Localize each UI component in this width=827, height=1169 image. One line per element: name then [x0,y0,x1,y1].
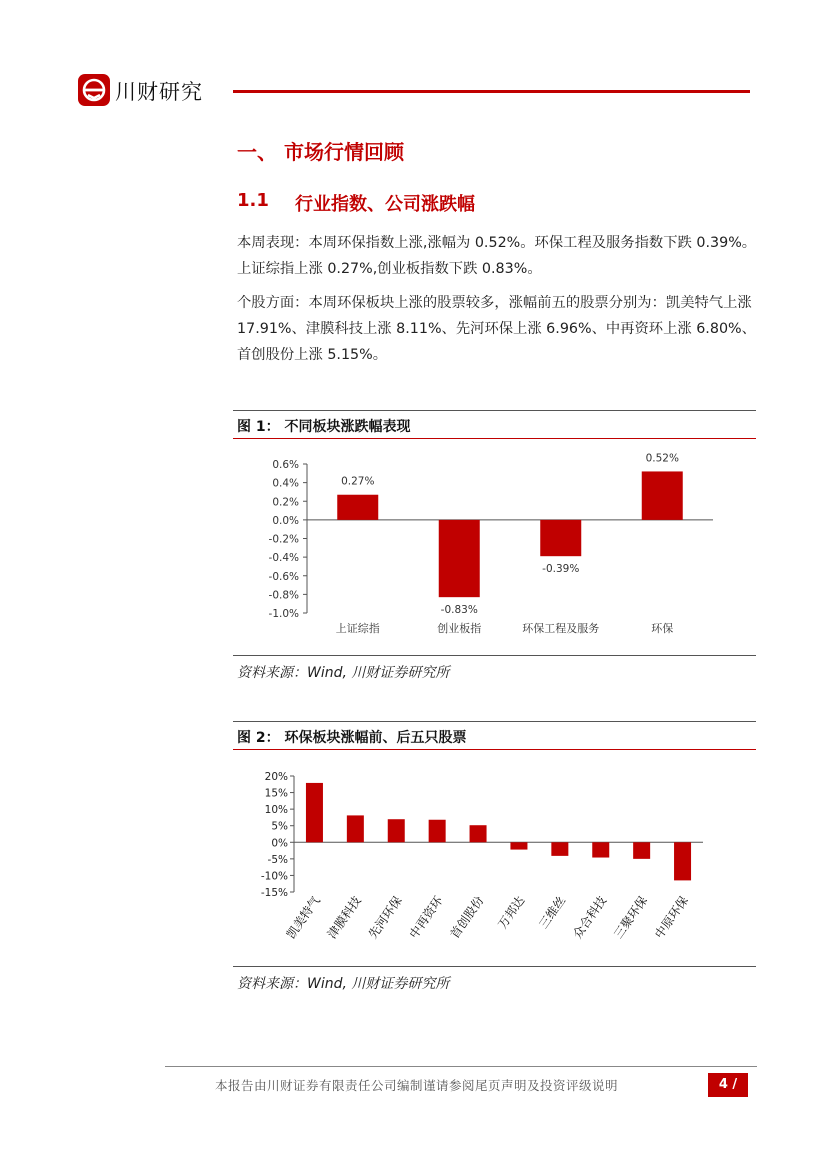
bar-3 [540,520,581,556]
bar-7 [551,842,568,856]
page-number-badge: 4 / 10 [708,1073,748,1097]
subsection-title: 行业指数、公司涨跌幅 [295,194,475,215]
y-tick-label: -10% [260,870,288,883]
bar-2 [439,520,480,597]
figure2-bottom-rule [233,966,756,967]
bar-4 [642,471,683,519]
figure1-title: 图 1： 不同板块涨跌幅表现 [237,419,411,435]
figure2-title: 图 2： 环保板块涨幅前、后五只股票 [237,730,467,746]
bar-9 [633,842,650,859]
figure2-title-rule [233,749,756,750]
bar-8 [592,842,609,857]
paragraph-weekly-performance: 本周表现：本周环保指数上涨,涨幅为 0.52%。环保工程及服务指数下跌 0.39%。上证综指上涨 0.27%,创业板指数下跌 0.83%。 [237,235,757,277]
bar-4 [429,820,446,843]
x-category-label: 上证综指 [335,622,380,635]
bar-6 [510,842,527,849]
footer-disclaimer: 本报告由川财证券有限责任公司编制谨请参阅尾页声明及投资评级说明 [215,1078,619,1093]
y-tick-label: 5% [271,820,288,833]
figure1-top-rule [233,410,756,411]
data-label: -0.39% [542,563,580,576]
figure1-source: 资料来源：Wind, 川财证券研究所 [237,665,450,681]
y-tick-label: 0.2% [272,496,299,509]
y-tick-label: 0.6% [272,459,299,471]
x-category-label: 先河环保 [365,893,405,942]
x-category-label: 三维丝 [536,893,569,932]
data-label: -0.83% [440,604,478,617]
x-category-label: 创业板指 [437,622,482,635]
paragraph-stocks: 个股方面：本周环保板块上涨的股票较多，涨幅前五的股票分别为：凯美特气上涨 17.91%、津膜科技上涨 8.11%、先河环保上涨 6.96%、中再资环上涨 6.80%、首创股份上涨 5.15%。 [237,295,756,363]
y-tick-label: -0.6% [268,570,299,583]
y-tick-label: 0% [271,837,288,850]
section-title: 一、 市场行情回顾 [237,140,404,164]
figure2-top-rule [233,721,756,722]
y-tick-label: 10% [264,804,288,817]
y-tick-label: -5% [267,853,288,866]
y-tick-label: 20% [264,771,288,783]
x-category-label: 众合科技 [570,893,610,942]
brand-name: 川财研究 [115,80,203,104]
figure2-source: 资料来源：Wind, 川财证券研究所 [237,976,450,992]
bar-3 [388,819,405,842]
header-rule [233,90,750,93]
sector-performance-chart [233,448,756,648]
x-category-label: 中原环保 [651,893,692,942]
bar-1 [306,783,323,842]
y-tick-label: 0.0% [272,514,299,527]
top-bottom-stocks-chart [233,760,756,966]
x-category-label: 首创股份 [447,893,487,942]
x-category-label: 万邦达 [495,893,528,932]
x-category-label: 凯美特气 [283,893,323,942]
y-tick-label: 15% [264,787,288,800]
figure1-bottom-rule [233,655,756,656]
data-label: 0.52% [645,452,679,465]
y-tick-label: -1.0% [268,608,299,620]
footer-rule [165,1066,757,1067]
subsection-number: 1.1 [237,190,269,211]
chuancai-logo-icon [78,74,110,106]
y-tick-label: -15% [260,887,288,899]
x-category-label: 津膜科技 [324,893,364,942]
y-tick-label: -0.2% [268,533,299,546]
figure1-title-rule [233,438,756,439]
bar-1 [337,495,378,520]
x-category-label: 中再资环 [406,893,446,942]
x-category-label: 三聚环保 [611,893,651,942]
data-label: 0.27% [341,475,375,488]
y-tick-label: -0.8% [268,589,299,602]
bar-5 [470,825,487,842]
x-category-label: 环保工程及服务 [522,622,600,635]
y-tick-label: 0.4% [272,477,299,490]
x-category-label: 环保 [651,622,674,635]
y-tick-label: -0.4% [268,552,299,565]
bar-2 [347,815,364,842]
bar-10 [674,842,691,880]
